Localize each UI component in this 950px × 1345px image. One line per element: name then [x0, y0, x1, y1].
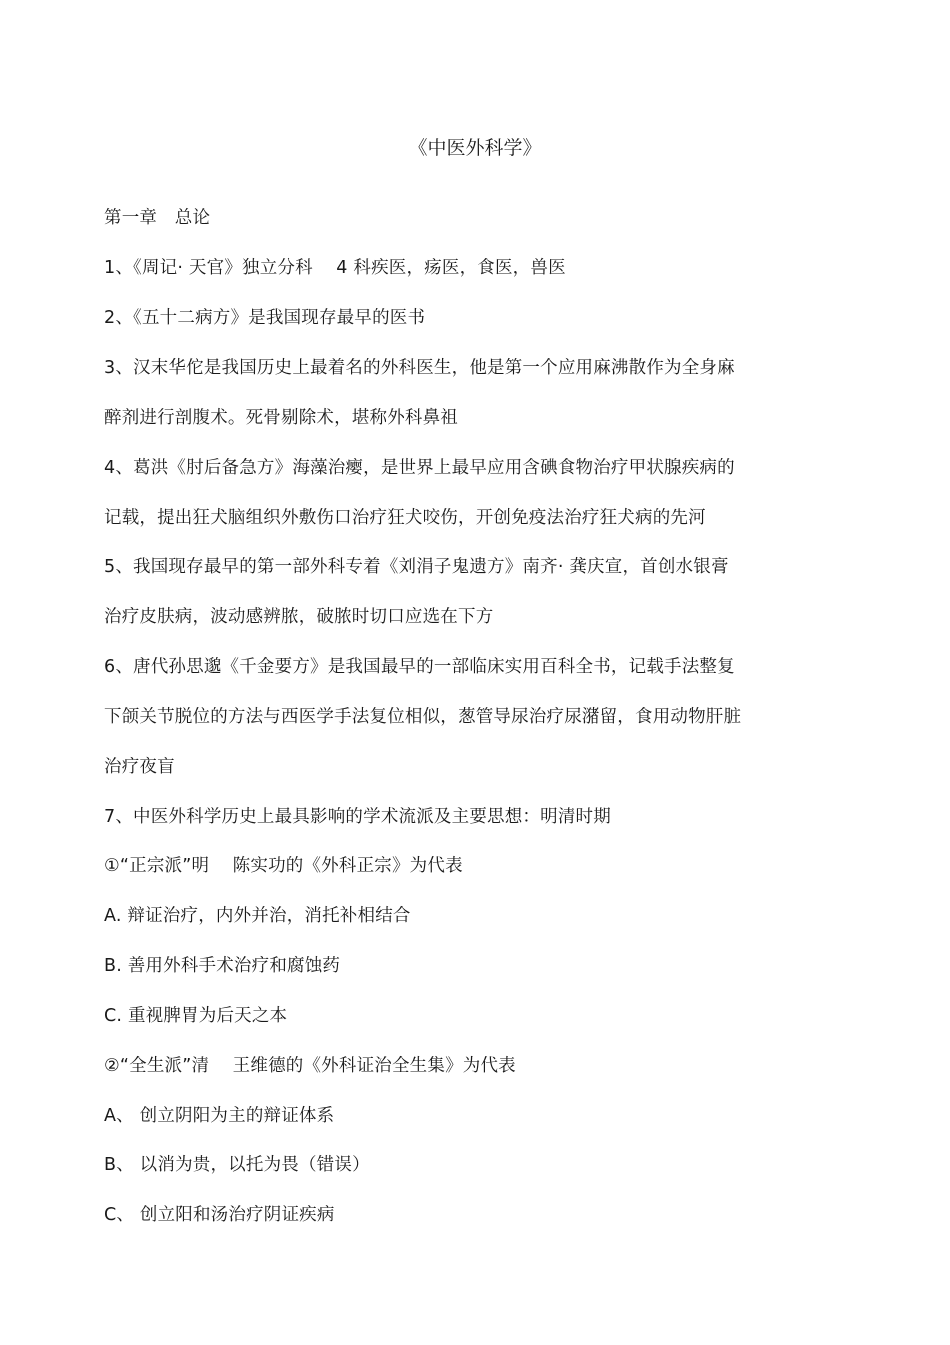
text-line: 6、唐代孙思邈《千金要方》是我国最早的一部临床实用百科全书，记载手法整复	[104, 657, 735, 677]
text-line: B、 以消为贵，以托为畏（错误）	[104, 1155, 370, 1175]
text-line: B. 善用外科手术治疗和腐蚀药	[104, 956, 341, 976]
text-line: C. 重视脾胃为后天之本	[104, 1006, 288, 1026]
document-title: 《中医外科学》	[408, 137, 542, 159]
text-line: C、 创立阳和汤治疗阴证疾病	[104, 1205, 335, 1225]
text-line: 记载，提出狂犬脑组织外敷伤口治疗狂犬咬伤，开创免疫法治疗狂犬病的先河	[104, 508, 706, 528]
text-line: 醉剂进行剖腹术。死骨剔除术，堪称外科鼻祖	[104, 408, 458, 428]
text-line: 下颌关节脱位的方法与西医学手法复位相似，葱管导尿治疗尿潴留，食用动物肝脏	[104, 707, 742, 727]
chapter-heading: 第一章 总论	[104, 208, 211, 228]
text-line: ②“全生派”清 王维德的《外科证治全生集》为代表	[104, 1056, 516, 1076]
text-line: A. 辩证治疗，内外并治，消托补相结合	[104, 906, 411, 926]
text-line: 治疗夜盲	[104, 757, 175, 777]
text-line: 4、葛洪《肘后备急方》海藻治瘿，是世界上最早应用含碘食物治疗甲状腺疾病的	[104, 458, 735, 478]
text-line: ①“正宗派”明 陈实功的《外科正宗》为代表	[104, 856, 463, 876]
text-line: 3、汉末华佗是我国历史上最着名的外科医生，他是第一个应用麻沸散作为全身麻	[104, 358, 735, 378]
text-line: A、 创立阴阳为主的辩证体系	[104, 1106, 335, 1126]
text-line: 1、《周记· 天官》独立分科 4 科疾医，疡医，食医，兽医	[104, 258, 566, 278]
text-line: 2、《五十二病方》是我国现存最早的医书	[104, 308, 426, 328]
text-line: 5、我国现存最早的第一部外科专着《刘涓子鬼遗方》南齐· 龚庆宣，首创水银膏	[104, 557, 729, 577]
text-line: 治疗皮肤病，波动感辨脓，破脓时切口应选在下方	[104, 607, 494, 627]
text-line: 7、中医外科学历史上最具影响的学术流派及主要思想：明清时期	[104, 807, 611, 827]
